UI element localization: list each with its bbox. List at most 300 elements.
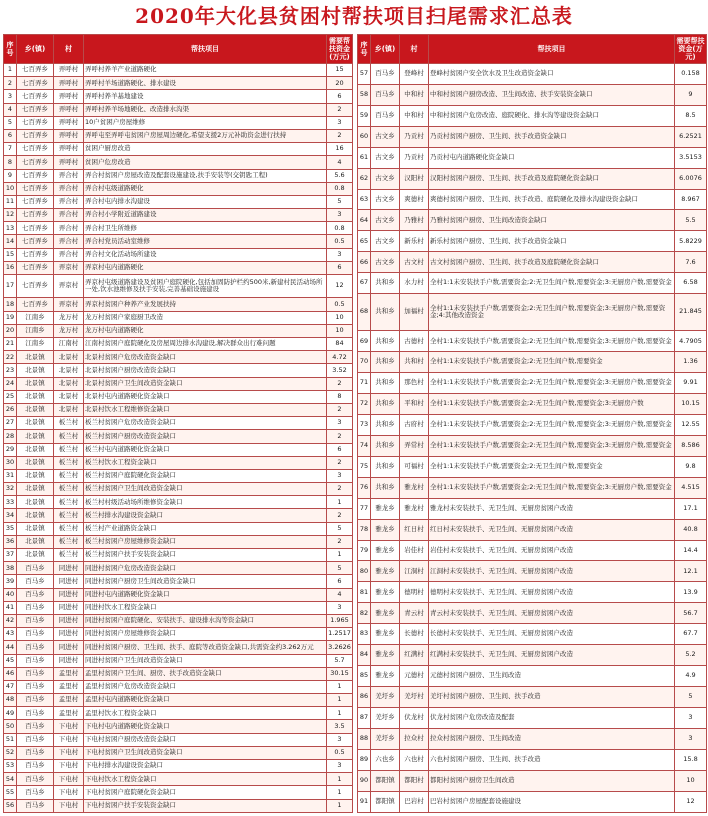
cell-fund: 3 [327,469,353,482]
cell-no: 89 [358,749,371,770]
cell-no: 40 [4,588,17,601]
cell-fund: 5 [327,522,353,535]
right-table-body [358,64,707,813]
cell-fund: 8.967 [675,189,707,210]
cell-no: 56 [4,799,17,812]
cell-village: 新乐村 [400,231,429,252]
cell-project: 全村1:1未安装扶手户数,需要资金;2:无卫生间户数,需要资金;3:无厨房户数 [429,394,675,415]
cell-fund: 2 [327,403,353,416]
cell-town: 北景镇 [17,509,54,522]
cell-fund: 2 [327,377,353,390]
cell-no: 54 [4,773,17,786]
cell-village: 下电村 [54,773,84,786]
left-table-body [4,64,353,813]
cell-no: 79 [358,540,371,561]
cell-no: 12 [4,209,17,222]
cell-fund: 2 [327,103,353,116]
cell-no: 62 [358,168,371,189]
table-row [4,64,353,77]
cell-no: 47 [4,680,17,693]
cell-project: 乃雅村贫困户厨房、卫生间改造资金缺口 [429,210,675,231]
cell-town: 古文乡 [371,189,400,210]
table-row [4,90,353,103]
cell-no: 45 [4,654,17,667]
table-row [4,248,353,261]
cell-village: 元德村 [400,666,429,687]
cell-no: 18 [4,298,17,311]
cell-project: 弄呼村羊场道路硬化、排水建设 [84,77,327,90]
cell-fund: 2 [327,535,353,548]
cell-village: 同进村 [54,588,84,601]
cell-village: 古文村 [400,252,429,273]
cell-project: 弄合村文化活动场所建设 [84,248,327,261]
cell-project: 红日村未安装扶手、无卫生间、无厨房贫困户改造 [429,519,675,540]
cell-project: 同进村贫困户厨房卫生间改造资金缺口 [84,575,327,588]
cell-no: 14 [4,235,17,248]
header-town: 乡(镇) [371,35,400,64]
table-row [4,338,353,351]
cell-village: 弄合村 [54,182,84,195]
cell-town: 雅龙乡 [371,498,400,519]
cell-fund: 16 [327,143,353,156]
cell-fund: 5.5 [675,210,707,231]
cell-fund: 12 [675,791,707,812]
cell-no: 60 [358,126,371,147]
table-row [4,443,353,456]
table-row [4,614,353,627]
cell-town: 百马乡 [17,773,54,786]
table-row [4,403,353,416]
table-row [4,143,353,156]
cell-fund: 0.5 [327,298,353,311]
cell-project: 弄合村贫困户房屋改造及配套设施建设,扶手安装等(交钥匙工程) [84,169,327,182]
cell-project: 羌圩村贫困户厨房、卫生间、扶手改造 [429,687,675,708]
table-row [358,64,707,85]
cell-fund: 15 [327,64,353,77]
cell-village: 弄呼村 [54,64,84,77]
cell-town: 百马乡 [17,628,54,641]
cell-no: 87 [358,707,371,728]
table-row [4,746,353,759]
table-row [4,116,353,129]
cell-town: 百马乡 [17,760,54,773]
cell-village: 北景村 [54,351,84,364]
cell-project: 贫困户危房改造 [84,156,327,169]
table-row [4,575,353,588]
cell-village: 下电村 [54,786,84,799]
cell-no: 17 [4,275,17,298]
cell-project: 弄呼村养羊产业道路硬化 [84,64,327,77]
cell-town: 百马乡 [17,694,54,707]
cell-project: 全村1:1未安装扶手户数,需要资金;2:无卫生间户数,需要资金;3:无厨房户数,需要资金 [429,373,675,394]
page-title: 2020年大化县贫困村帮扶项目扫尾需求汇总表 [135,4,573,28]
table-row [358,415,707,436]
cell-fund: 6.58 [675,273,707,294]
table-row [358,666,707,687]
table-row [358,435,707,456]
cell-no: 46 [4,667,17,680]
cell-village: 中和村 [400,84,429,105]
cell-no: 4 [4,103,17,116]
table-row [358,707,707,728]
cell-project: 板兰村产业道路资金缺口 [84,522,327,535]
cell-no: 80 [358,561,371,582]
cell-village: 古府村 [400,415,429,436]
cell-fund: 14.4 [675,540,707,561]
cell-town: 百马乡 [17,733,54,746]
cell-no: 50 [4,720,17,733]
cell-no: 34 [4,509,17,522]
cell-project: 弄呼村养羊场地硬化、改造排水沟渠 [84,103,327,116]
cell-town: 百马乡 [17,799,54,812]
header-town: 乡(镇) [17,35,54,64]
cell-no: 3 [4,90,17,103]
cell-no: 42 [4,614,17,627]
table-row [4,654,353,667]
cell-village: 同进村 [54,654,84,667]
table-row [4,535,353,548]
cell-project: 同进村饮水工程资金缺口 [84,601,327,614]
cell-no: 88 [358,728,371,749]
cell-town: 百马乡 [17,588,54,601]
table-row [4,773,353,786]
cell-village: 共和村 [400,352,429,373]
cell-no: 21 [4,338,17,351]
cell-village: 下电村 [54,746,84,759]
table-row [4,496,353,509]
cell-village: 板兰村 [54,469,84,482]
cell-village: 青云村 [400,603,429,624]
cell-no: 10 [4,182,17,195]
cell-fund: 12.55 [675,415,707,436]
cell-town: 共和乡 [371,415,400,436]
cell-village: 长德村 [400,624,429,645]
table-row [358,582,707,603]
table-row [4,760,353,773]
cell-village: 弄合村 [54,235,84,248]
cell-fund: 4.515 [675,477,707,498]
cell-no: 59 [358,105,371,126]
table-row [4,261,353,274]
cell-fund: 6 [327,443,353,456]
cell-project: 同进村贫困户厨房、卫生间、扶手、庭院等改造资金缺口,共需资金约3.262万元 [84,641,327,654]
cell-town: 七百弄乡 [17,169,54,182]
table-row [4,588,353,601]
cell-town: 七百弄乡 [17,90,54,103]
cell-town: 雅龙乡 [371,666,400,687]
table-row [4,364,353,377]
cell-fund: 0.5 [327,235,353,248]
cell-town: 共和乡 [371,352,400,373]
cell-project: 同进村贫困户卫生间改造资金缺口 [84,654,327,667]
cell-village: 板兰村 [54,509,84,522]
header-village: 村 [400,35,429,64]
cell-town: 北景镇 [17,496,54,509]
table-row [358,456,707,477]
cell-town: 北景镇 [17,403,54,416]
table-row [4,628,353,641]
cell-town: 北景镇 [17,364,54,377]
cell-village: 弄京村 [54,261,84,274]
cell-project: 全村1:1未安装扶手户数,需要资金;2:无卫生间户数,需要资金;3:无厨房户数,需要资金 [429,273,675,294]
table-row [4,377,353,390]
cell-village: 弄呼村 [54,90,84,103]
cell-project: 北景村饮水工程维修资金缺口 [84,403,327,416]
cell-no: 30 [4,456,17,469]
table-row [4,694,353,707]
cell-fund: 3 [675,728,707,749]
cell-fund: 3 [327,733,353,746]
cell-village: 弄呼村 [54,77,84,90]
cell-no: 48 [4,694,17,707]
cell-town: 七百弄乡 [17,195,54,208]
cell-no: 75 [358,456,371,477]
cell-no: 15 [4,248,17,261]
cell-village: 孟里村 [54,707,84,720]
cell-fund: 4 [327,588,353,601]
cell-village: 弄合村 [54,209,84,222]
table-row [358,126,707,147]
cell-no: 13 [4,222,17,235]
table-row [358,331,707,352]
table-row [358,561,707,582]
cell-project: 板兰村贫困户卫生间改造资金缺口 [84,483,327,496]
cell-town: 七百弄乡 [17,129,54,142]
cell-no: 9 [4,169,17,182]
cell-project: 弄合村屯级道路硬化 [84,182,327,195]
cell-project: 古文村贫困户厨房、卫生间、扶手改造及庭院硬化资金缺口 [429,252,675,273]
cell-village: 同进村 [54,562,84,575]
cell-fund: 6.0076 [675,168,707,189]
header-project: 帮扶项目 [429,35,675,64]
cell-town: 百马乡 [17,680,54,693]
header-village: 村 [54,35,84,64]
cell-project: 元德村贫困户厨房、卫生间改造 [429,666,675,687]
cell-no: 37 [4,549,17,562]
cell-project: 板兰村贫困户房屋维修资金缺口 [84,535,327,548]
cell-project: 板兰村贫困户扶手安装资金缺口 [84,549,327,562]
table-row [4,720,353,733]
table-row [4,311,353,324]
cell-village: 红日村 [400,519,429,540]
table-columns [3,34,705,813]
cell-village: 孟里村 [54,694,84,707]
cell-fund: 1 [327,786,353,799]
cell-town: 共和乡 [371,294,400,331]
cell-village: 可福村 [400,456,429,477]
table-row [4,209,353,222]
table-row [4,77,353,90]
cell-project: 巴岩村贫困户房屋配套设施建设 [429,791,675,812]
cell-project: 全村1:1未安装扶手户数,需要资金;2:无卫生间户数,需要资金;3:无厨房户数,需要资金 [429,435,675,456]
cell-no: 71 [358,373,371,394]
cell-fund: 2 [327,456,353,469]
cell-fund: 0.5 [327,746,353,759]
cell-no: 64 [358,210,371,231]
cell-village: 龙万村 [54,311,84,324]
cell-no: 28 [4,430,17,443]
cell-project: 板兰村排水沟建设资金缺口 [84,509,327,522]
cell-no: 38 [4,562,17,575]
cell-town: 北景镇 [17,430,54,443]
cell-fund: 3 [327,601,353,614]
cell-project: 同进村贫困户危房改造资金缺口 [84,562,327,575]
cell-project: 孟里村贫困户卫生间、厨房、扶手改造资金缺口 [84,667,327,680]
cell-no: 74 [358,435,371,456]
cell-fund: 6 [327,575,353,588]
table-row [358,352,707,373]
cell-fund: 5 [327,562,353,575]
cell-no: 27 [4,417,17,430]
cell-no: 24 [4,377,17,390]
cell-no: 5 [4,116,17,129]
cell-town: 都阳镇 [371,770,400,791]
cell-town: 七百弄乡 [17,77,54,90]
cell-fund: 5 [675,687,707,708]
cell-fund: 12 [327,275,353,298]
cell-village: 雅龙村 [400,477,429,498]
cell-fund: 2 [327,430,353,443]
cell-village: 加福村 [400,294,429,331]
cell-no: 39 [4,575,17,588]
cell-fund: 3.5 [327,720,353,733]
cell-village: 弄合村 [54,169,84,182]
cell-town: 七百弄乡 [17,222,54,235]
cell-town: 七百弄乡 [17,143,54,156]
cell-village: 北景村 [54,364,84,377]
cell-town: 北景镇 [17,456,54,469]
cell-town: 共和乡 [371,477,400,498]
cell-fund: 5.7 [327,654,353,667]
cell-no: 86 [358,687,371,708]
cell-no: 1 [4,64,17,77]
cell-fund: 67.7 [675,624,707,645]
cell-fund: 9 [675,84,707,105]
cell-project: 弄呼屯至弄呼屯贫困户房屋周边硬化,希望支援2万元补助资金进行扶持 [84,129,327,142]
cell-village: 同进村 [54,575,84,588]
table-row [358,791,707,812]
table-row [358,770,707,791]
cell-town: 共和乡 [371,273,400,294]
cell-town: 北景镇 [17,443,54,456]
cell-fund: 8.5 [675,105,707,126]
table-row [358,540,707,561]
cell-village: 都阳村 [400,770,429,791]
cell-no: 52 [4,746,17,759]
cell-town: 北景镇 [17,351,54,364]
cell-project: 下电村贫困户卫生间改造资金缺口 [84,746,327,759]
cell-project: 拉众村贫困户厨房、卫生间改造 [429,728,675,749]
table-row [4,182,353,195]
cell-no: 22 [4,351,17,364]
cell-village: 伏龙村 [400,707,429,728]
cell-town: 百马乡 [371,105,400,126]
table-row [358,231,707,252]
cell-village: 弄呼村 [54,156,84,169]
cell-fund: 10 [327,324,353,337]
cell-no: 68 [358,294,371,331]
cell-no: 73 [358,415,371,436]
cell-village: 中和村 [400,105,429,126]
cell-fund: 1 [327,707,353,720]
cell-town: 雅龙乡 [371,582,400,603]
cell-project: 长德村未安装扶手、无卫生间、无厨房贫困户改造 [429,624,675,645]
cell-no: 35 [4,522,17,535]
cell-village: 古德村 [400,331,429,352]
cell-project: 同进村贫困户庭院硬化、安装扶手、建设排水沟等资金缺口 [84,614,327,627]
cell-fund: 5.8229 [675,231,707,252]
cell-fund: 1 [327,549,353,562]
cell-project: 龙万村屯内道路硬化 [84,324,327,337]
table-row [358,210,707,231]
cell-no: 53 [4,760,17,773]
cell-fund: 6 [327,261,353,274]
cell-village: 岩佳村 [400,540,429,561]
cell-town: 江南乡 [17,311,54,324]
cell-project: 北景村贫困户危房改造资金缺口 [84,351,327,364]
cell-no: 49 [4,707,17,720]
cell-village: 下电村 [54,799,84,812]
cell-town: 共和乡 [371,394,400,415]
cell-town: 百马乡 [17,562,54,575]
table-row [4,641,353,654]
cell-town: 雅龙乡 [371,624,400,645]
table-row [358,105,707,126]
cell-town: 百马乡 [17,601,54,614]
table-row [4,430,353,443]
cell-fund: 0.8 [327,222,353,235]
cell-town: 北景镇 [17,417,54,430]
cell-town: 古文乡 [371,210,400,231]
cell-no: 67 [358,273,371,294]
cell-no: 36 [4,535,17,548]
cell-project: 德明村未安装扶手、无卫生间、无厨房贫困户改造 [429,582,675,603]
table-row [4,549,353,562]
cell-village: 雅龙村 [400,498,429,519]
cell-fund: 5.2 [675,645,707,666]
cell-fund: 0.158 [675,64,707,85]
cell-project: 10户贫困户房屋维修 [84,116,327,129]
cell-no: 7 [4,143,17,156]
cell-town: 百马乡 [17,786,54,799]
cell-no: 11 [4,195,17,208]
cell-village: 羌圩村 [400,687,429,708]
table-row [358,624,707,645]
cell-fund: 2 [327,509,353,522]
cell-village: 江南村 [54,338,84,351]
cell-project: 下电村饮水工程资金缺口 [84,773,327,786]
cell-project: 青云村未安装扶手、无卫生间、无厨房贫困户改造 [429,603,675,624]
cell-project: 弄京村屯级道路建设及贫困户庭院硬化,包括加固防护栏约500米,新建村民活动场所一处,饮水池维修及扶手安装,完善基础设施建设 [84,275,327,298]
cell-project: 弄呼村养羊基地建设 [84,90,327,103]
cell-project: 弄合村小学附近道路建设 [84,209,327,222]
cell-no: 85 [358,666,371,687]
cell-project: 板兰村贫困户危房改造资金缺口 [84,417,327,430]
cell-project: 孟里村贫困户危房改造资金缺口 [84,680,327,693]
cell-no: 16 [4,261,17,274]
table-row [4,195,353,208]
cell-no: 19 [4,311,17,324]
cell-project: 北景村屯内道路硬化资金缺口 [84,390,327,403]
cell-town: 共和乡 [371,456,400,477]
cell-village: 板兰村 [54,483,84,496]
cell-town: 七百弄乡 [17,116,54,129]
cell-no: 84 [358,645,371,666]
cell-project: 汉阳村贫困户厨房、卫生间、扶手改造及庭院硬化资金缺口 [429,168,675,189]
header-no: 序号 [4,35,17,64]
cell-project: 伏龙村贫困户危房改造及配套 [429,707,675,728]
cell-village: 爽德村 [400,189,429,210]
